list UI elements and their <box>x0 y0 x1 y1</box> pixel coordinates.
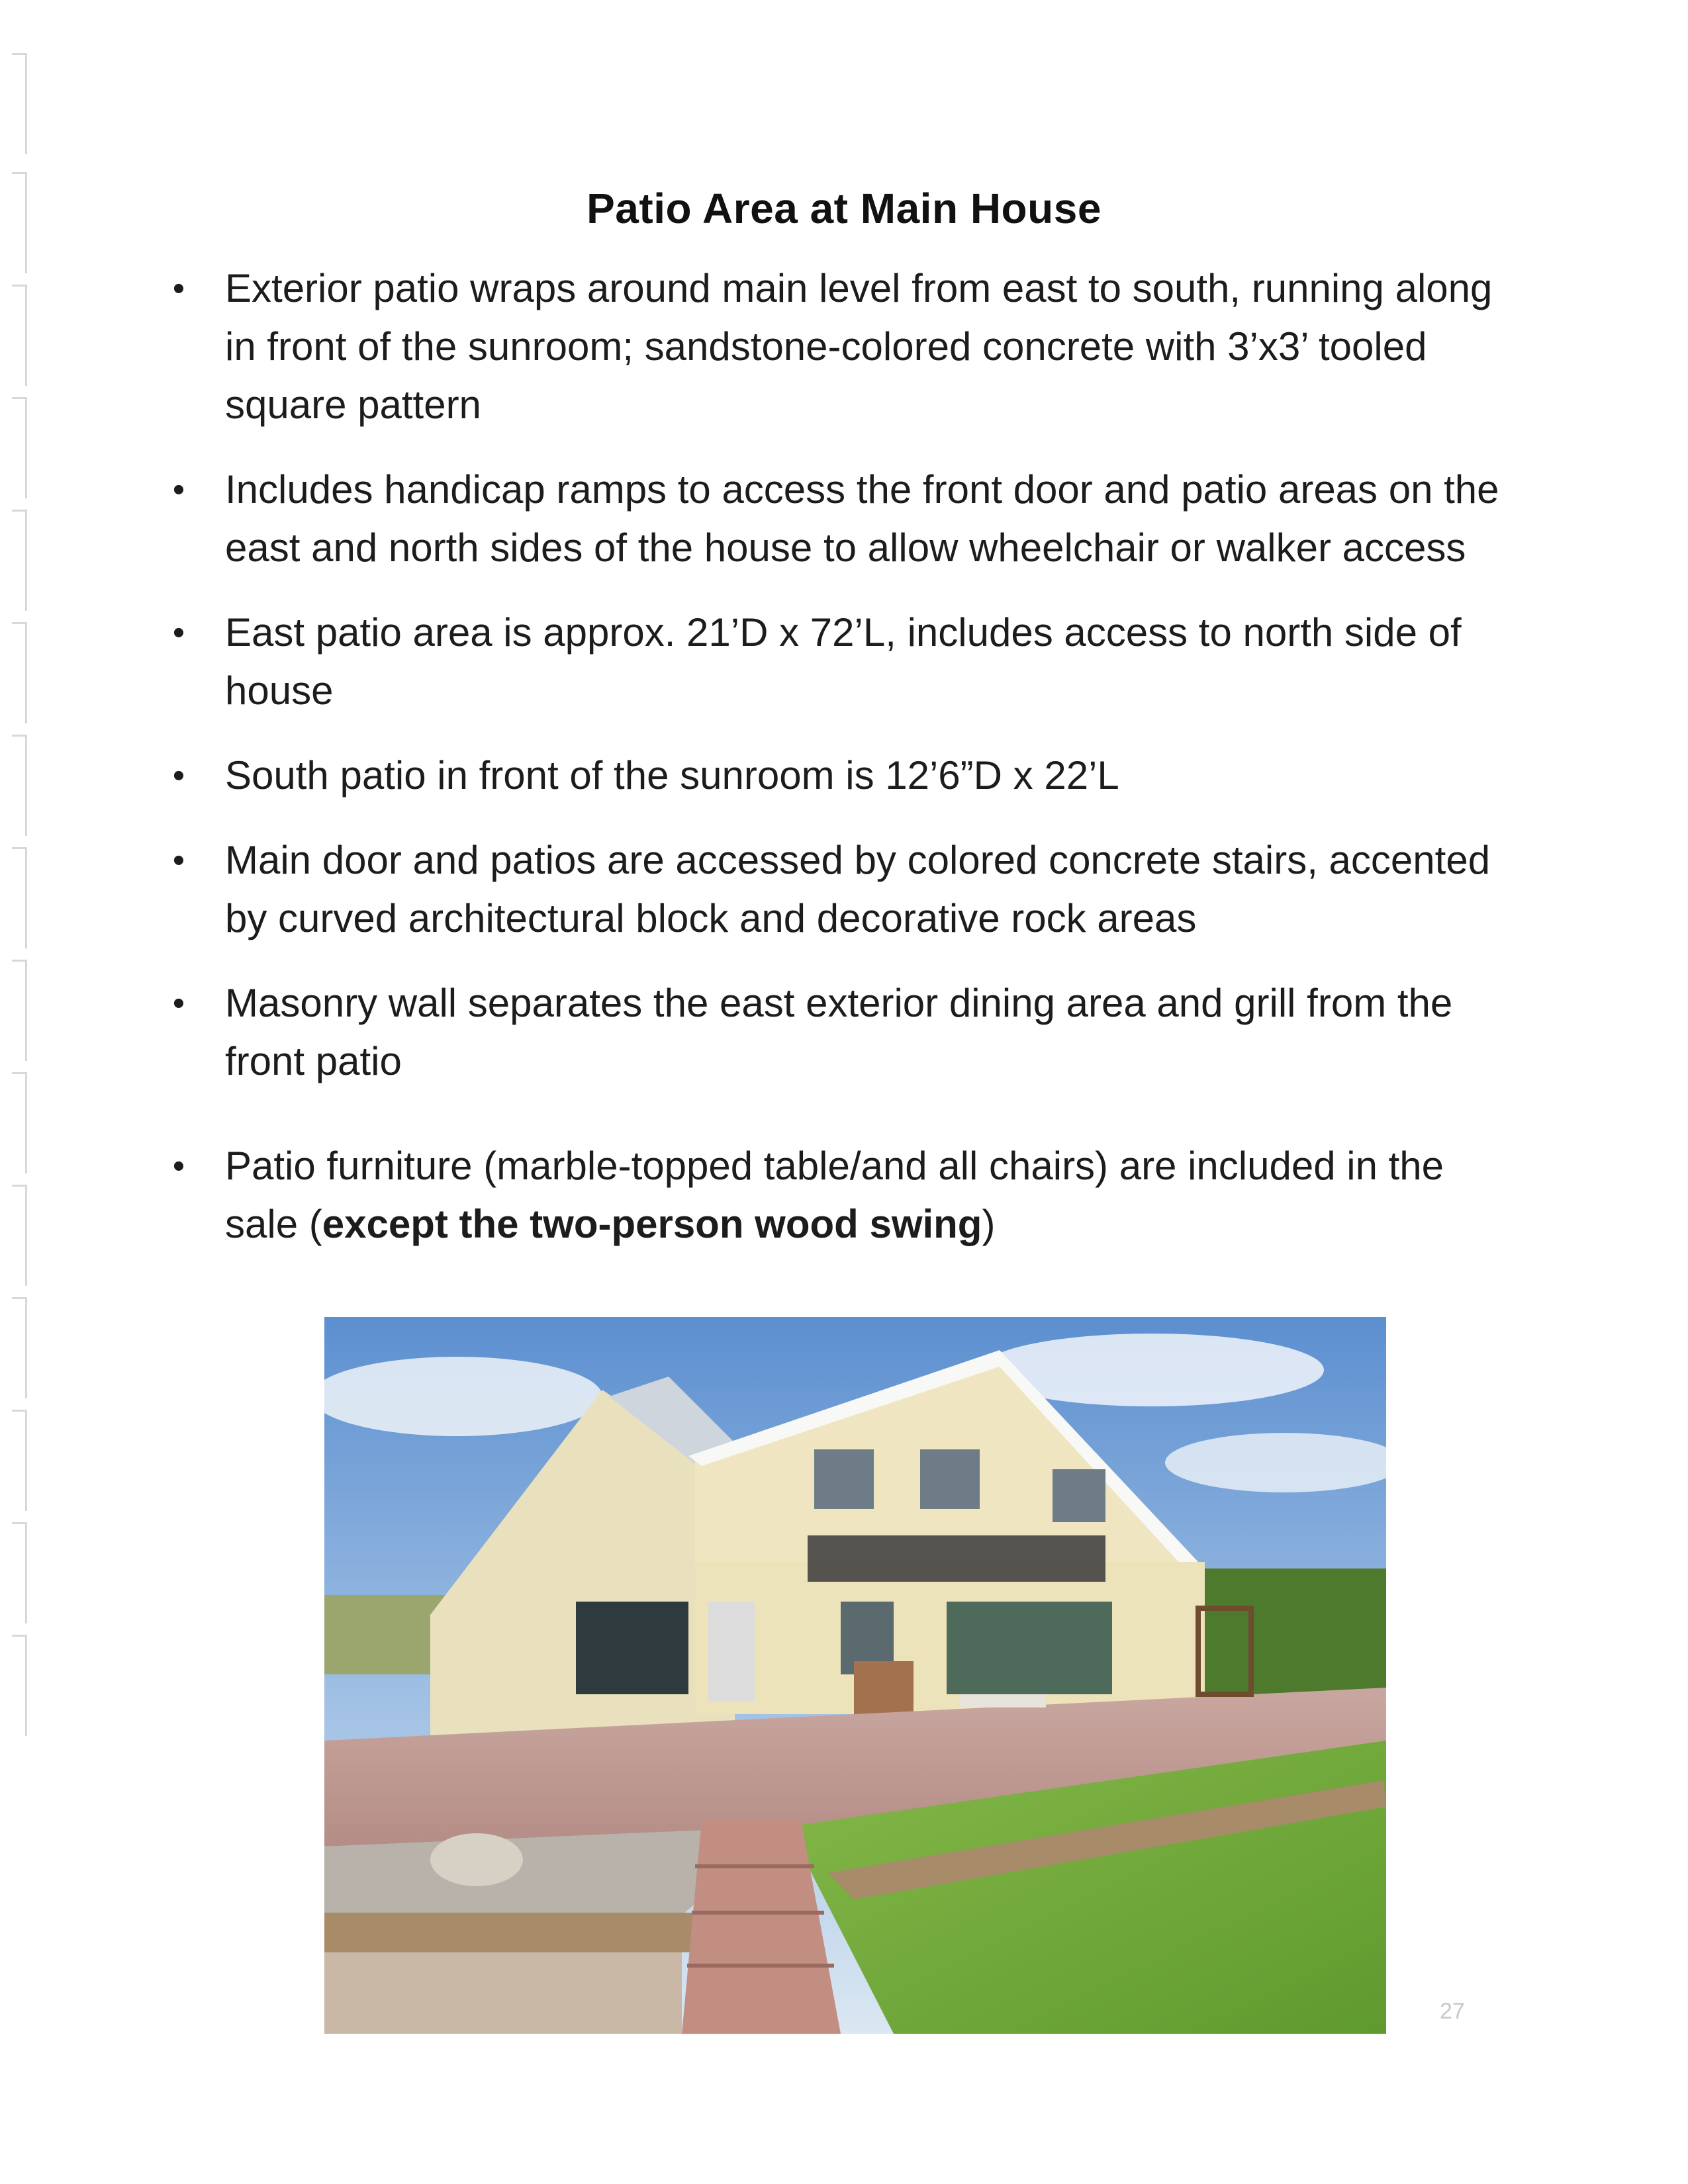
binder-mark <box>12 53 27 154</box>
bullet-dot-icon: • <box>172 984 185 1023</box>
page-title: Patio Area at Main House <box>586 185 1102 232</box>
binder-mark <box>12 510 27 611</box>
retaining-block-wall <box>324 1913 695 1952</box>
house-patio-photo <box>324 1317 1386 2034</box>
bullet-text: Main door and patios are accessed by colored concrete stairs, accented by curved architectural block and decorative rock areas <box>225 838 1491 940</box>
feature-bullet-list <box>159 259 1523 1280</box>
bullet-item <box>159 461 1523 577</box>
bullet-text: East patio area is approx. 21’D x 72’L, includes access to north side of house <box>225 610 1462 713</box>
balcony-railing <box>808 1535 1105 1582</box>
bullet-item <box>159 259 1523 434</box>
bullet-text: Includes handicap ramps to access the front door and patio areas on the east and north sides of the house to allow wheelchair or walker access <box>225 467 1499 570</box>
glass-doors <box>947 1602 1112 1694</box>
bullet-item-furniture <box>159 1137 1523 1253</box>
door <box>708 1602 755 1701</box>
bullet-item <box>159 747 1523 805</box>
binder-mark <box>12 1410 27 1511</box>
binder-mark <box>12 1185 27 1286</box>
bullet-dot-icon: • <box>172 269 185 308</box>
bullet-dot-icon: • <box>172 471 185 509</box>
binder-mark <box>12 1635 27 1736</box>
bullet-dot-icon: • <box>172 756 185 795</box>
bullet-text-suffix: ) <box>982 1202 996 1246</box>
binder-edge-marks <box>12 53 38 1840</box>
page-number: 27 <box>1440 1999 1465 2024</box>
bullet-text: Exterior patio wraps around main level from east to south, running along in front of the sunroom; sandstone-colored concrete with 3’x3’ tooled square pattern <box>225 266 1493 427</box>
window <box>814 1449 874 1509</box>
bullet-dot-icon: • <box>172 614 185 652</box>
bullet-text: South patio in front of the sunroom is 12’6”D x 22’L <box>225 753 1119 797</box>
binder-mark <box>12 397 27 498</box>
bullet-item <box>159 974 1523 1091</box>
binder-mark <box>12 1297 27 1398</box>
binder-mark <box>12 1522 27 1623</box>
bullet-dot-icon: • <box>172 1147 185 1185</box>
marble-table <box>960 1694 1046 1707</box>
window <box>1053 1469 1105 1522</box>
binder-mark <box>12 1072 27 1173</box>
bullet-item <box>159 831 1523 948</box>
bullet-text-prefix: Patio furniture (marble-topped table/and all chairs) are included in the sale ( <box>225 1144 1444 1246</box>
sunroom-window <box>576 1602 688 1694</box>
bullet-dot-icon: • <box>172 841 185 880</box>
binder-mark <box>12 622 27 723</box>
cloud <box>324 1357 602 1436</box>
bullet-text-bold: except the two-person wood swing <box>322 1202 982 1246</box>
binder-mark <box>12 285 27 386</box>
window <box>920 1449 980 1509</box>
house-patio-illustration <box>324 1317 1386 2034</box>
binder-mark <box>12 847 27 948</box>
boulder <box>430 1833 523 1886</box>
bullet-text: Masonry wall separates the east exterior dining area and grill from the front patio <box>225 981 1453 1083</box>
binder-mark <box>12 735 27 836</box>
gravel-area <box>324 1952 682 2034</box>
binder-mark <box>12 960 27 1061</box>
bullet-item <box>159 604 1523 720</box>
